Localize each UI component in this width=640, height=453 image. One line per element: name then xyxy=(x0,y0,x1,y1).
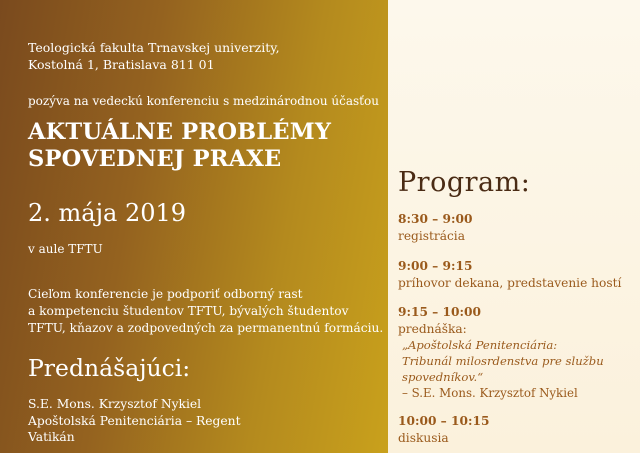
program-item xyxy=(398,413,636,446)
program-item-time: 8:30 – 9:00 xyxy=(398,212,473,226)
lecture-title-line-1: „Apoštolská Penitenciária: xyxy=(402,338,558,352)
organizer-name: Teologická fakulta Trnavskej univerzity, xyxy=(28,40,280,55)
conference-aim xyxy=(28,286,383,337)
program-item xyxy=(398,258,636,291)
lecture-title-line-2: Tribunál milosrdenstva pre službu xyxy=(402,354,604,368)
speaker-role: Apoštolská Penitenciária – Regent xyxy=(28,413,241,428)
organizer-address xyxy=(28,39,280,73)
program-item xyxy=(398,211,636,244)
conference-title xyxy=(28,119,331,173)
program-item xyxy=(398,304,636,402)
speaker-location: Vatikán xyxy=(28,430,75,444)
program-item-time: 9:15 – 10:00 xyxy=(398,305,481,319)
speakers-heading: Prednášajúci: xyxy=(28,354,191,382)
aim-line-2: a kompetenciu študentov TFTU, bývalých študentov xyxy=(28,304,349,318)
conference-date: 2. mája 2019 xyxy=(28,199,187,227)
lecture-title-line-3: spovedníkov.“ xyxy=(402,370,484,384)
program-item-desc: diskusia xyxy=(398,430,449,445)
program-heading: Program: xyxy=(398,167,531,198)
program-item-desc: príhovor dekana, predstavenie hostí xyxy=(398,275,622,290)
program-item-time: 9:00 – 9:15 xyxy=(398,259,473,273)
program-item-desc: registrácia xyxy=(398,228,465,243)
program-panel xyxy=(388,0,640,453)
conference-venue: v aule TFTU xyxy=(28,242,103,256)
organizer-street: Kostolná 1, Bratislava 811 01 xyxy=(28,57,215,72)
aim-line-3: TFTU, kňazov a zodpovedných za permanentnú formáciu. xyxy=(28,321,384,335)
invitation-text: pozýva na vedeckú konferenciu s medzinárodnou účasťou xyxy=(28,94,379,108)
title-line-2: SPOVEDNEJ PRAXE xyxy=(28,146,282,172)
lecturer-name: – S.E. Mons. Krzysztof Nykiel xyxy=(402,386,578,400)
speaker-info xyxy=(28,396,241,446)
program-item-time: 10:00 – 10:15 xyxy=(398,414,490,428)
program-item-desc: prednáška: xyxy=(398,321,467,336)
aim-line-1: Cieľom konferencie je podporiť odborný rast xyxy=(28,287,303,301)
title-line-1: AKTUÁLNE PROBLÉMY xyxy=(28,119,332,145)
speaker-name: S.E. Mons. Krzysztof Nykiel xyxy=(28,397,202,411)
